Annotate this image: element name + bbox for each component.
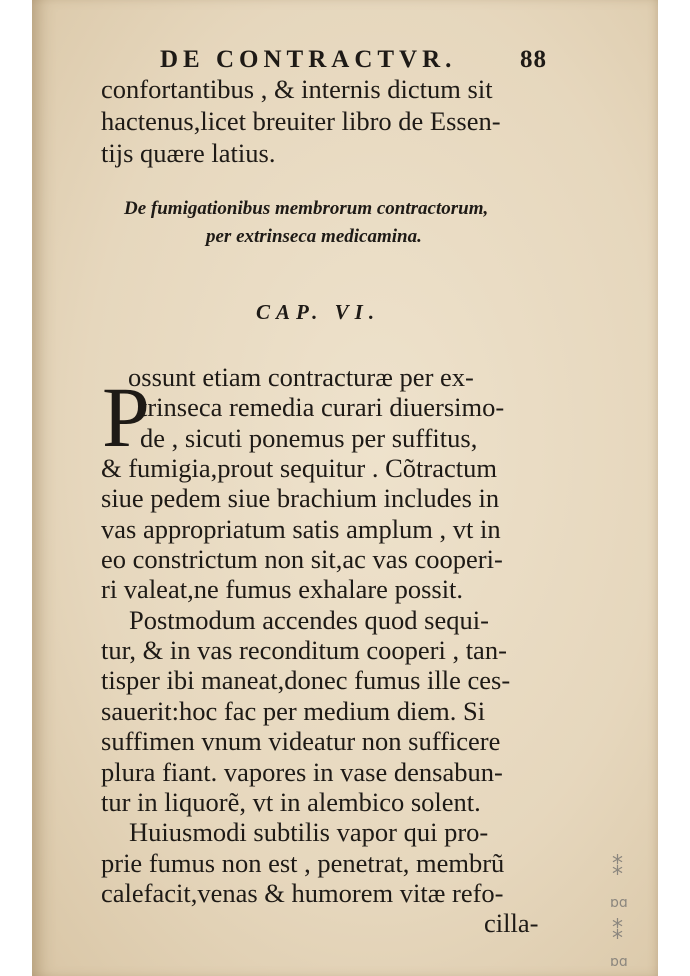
body-line: eo constrictum non sit,ac vas cooperi- [101,544,503,574]
body-line: Postmodum accendes quod sequi- [129,605,489,635]
drop-cap: P [102,369,150,465]
body-line: prie fumus non est , penetrat, membrũ [101,848,505,878]
catchword: cilla- [484,908,539,938]
intro-line: hactenus,licet breuiter libro de Essen- [101,106,501,136]
subtitle-line: De fumigationibus membrorum contractorum, [124,198,489,219]
body-line: tur, & in vas reconditum cooperi , tan- [101,635,507,665]
subtitle-line: per extrinseca medicamina. [206,226,422,247]
body-line: siue pedem siue brachium includes in [101,483,500,513]
body-line: suffimen vnum videatur non sufficere [101,726,501,756]
body-line: tisper ibi maneat,donec fumus ille ces- [101,665,511,695]
body-line: calefacit,venas & humorem vitæ refo- [101,878,504,908]
body-line: trinseca remedia curari diuersimo- [140,392,505,422]
body-line: & fumigia,prout sequitur . Cõtractum [101,453,497,483]
body-line: plura fiant. vapores in vase densabun- [101,757,503,787]
body-line: ri valeat,ne fumus exhalare possit. [101,574,464,604]
running-title: DE CONTRACTVR. [160,46,457,73]
chapter-heading: CAP. VI. [256,300,381,324]
intro-line: tijs quære latius. [101,138,276,168]
body-line: Huiusmodi subtilis vapor qui pro- [129,817,489,847]
body-line: de , sicuti ponemus per suffitus, [140,423,478,453]
body-line: tur in liquorẽ, vt in alembico solent. [101,787,481,817]
bleed-through-mark: ɒɑ [610,954,628,970]
body-line: sauerit:hoc fac per medium diem. Si [101,696,486,726]
book-page [32,0,658,976]
bleed-through-mark: ⁑ [612,920,623,945]
body-line: vas appropriatum satis amplum , vt in [101,514,501,544]
bleed-through-mark: ɒɑ [610,895,628,911]
intro-line: confortantibus , & internis dictum sit [101,74,493,104]
body-line: ossunt etiam contracturæ per ex- [128,362,474,392]
page-number: 88 [520,46,547,73]
bleed-through-mark: ⁑ [612,856,623,881]
